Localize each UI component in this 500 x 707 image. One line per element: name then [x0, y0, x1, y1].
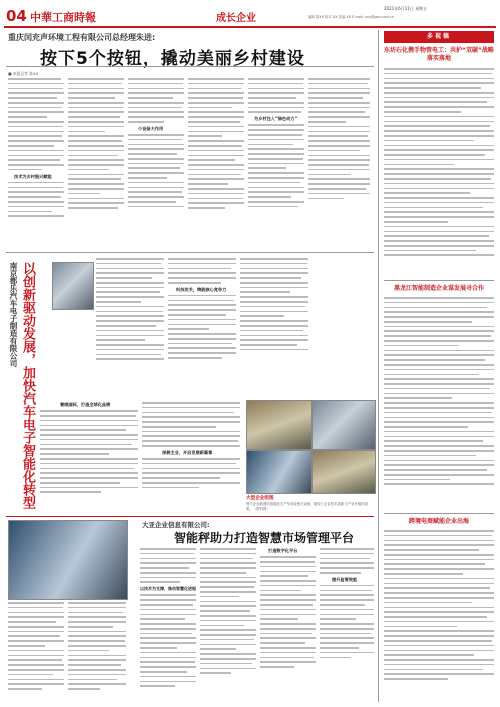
sidebar-label: 多视稿 [384, 31, 494, 43]
photo-collage-2 [312, 400, 376, 450]
main-byline: ■ 本报记者 陈XX [8, 71, 39, 76]
vert-subhead-1: 科技攻关，铸就核心竞争力 [176, 286, 227, 292]
main-subhead-2: 小设备大作用 [138, 125, 164, 131]
main-col-2 [68, 78, 124, 246]
vertical-title: 以创新驱动发展，加快汽车电子智能化转型 [20, 262, 35, 509]
bottom-subhead-2: 打造数字化平台 [268, 548, 298, 553]
bottom-kicker: 大亚企业信息有限公司: [142, 521, 210, 529]
vert-lower-1 [40, 402, 138, 512]
main-col-6 [308, 78, 370, 246]
page-header [0, 0, 500, 28]
editor-line: 编辑 陈XX 校对 XX 美编 XX E-mail: xxx@gsb.com.cn [308, 15, 394, 19]
bottom-left-col-2 [68, 602, 126, 702]
bottom-subhead-1: 以技术为支撑，推动智慧化进程 [140, 586, 196, 592]
main-col-1 [8, 78, 64, 246]
vert-col-2 [168, 258, 236, 398]
photo-collage-3 [246, 450, 312, 494]
section-title: 成长企业 [216, 13, 256, 24]
sidebar-article-2-title: 黑龙江智能制造企业谋发展寻合作 [393, 285, 484, 292]
sidebar-article-1-body [384, 68, 494, 276]
sidebar-divider [378, 30, 379, 702]
vert-lower-2 [142, 402, 240, 512]
main-headline: 按下5个按钮，撬动美丽乡村建设 [40, 49, 305, 69]
main-subhead-1: 技术为乡村振兴赋能 [14, 173, 52, 179]
bottom-headline: 智能秤助力打造智慧市场管理平台 [174, 531, 355, 545]
page-number: 04 [6, 7, 27, 25]
vert-subhead-3: 深耕主业，开启发展新篇章 [162, 449, 213, 455]
bottom-col-3 [260, 548, 316, 702]
photo-caption-text: 图为企业新建的智能化生产车间及相关设备，展现了企业技术创新与产业升级的成果。（资料图） [246, 502, 369, 511]
sidebar-rule-2 [384, 513, 494, 514]
main-kicker: 重庆闰充声环境工程有限公司总经理朱进: [8, 33, 156, 42]
vert-subhead-2: 着眼国际，打造全球化品牌 [60, 402, 111, 407]
paper-name: 中華工商時報 [30, 11, 96, 24]
bottom-photo [8, 520, 128, 600]
header-rule [4, 26, 496, 28]
bottom-col-2 [200, 548, 256, 702]
photo-collage-4 [312, 450, 376, 494]
main-col-4 [188, 78, 244, 246]
vertical-article-rule [6, 252, 374, 253]
sidebar-article-1-title: 东坊石化携手物管电工：共护“双碳”战略落实落地 [384, 47, 494, 62]
vert-col-3 [240, 258, 308, 398]
sidebar-article-3-body [384, 530, 494, 702]
portrait-photo [52, 262, 94, 310]
bottom-col-4 [320, 548, 374, 702]
sidebar-rule-1 [384, 280, 494, 281]
bottom-subhead-3: 提升监管效能 [332, 576, 358, 582]
photo-collage-1 [246, 400, 312, 450]
photo-caption-title: 大型企业组图 [246, 496, 274, 501]
bottom-left-col-1 [8, 602, 64, 702]
main-subhead-3: 为乡村注入“绿色动力” [254, 116, 298, 122]
bottom-col-1 [140, 548, 196, 702]
main-col-3 [128, 78, 184, 246]
vertical-company: 南京都乐汽车电子制造有限公司 [9, 262, 18, 367]
main-col-5 [248, 78, 304, 246]
headline-rule [6, 66, 374, 67]
sidebar-article-3-title: 跨境电商赋能企业出海 [408, 518, 469, 525]
bottom-article-rule [6, 516, 374, 517]
date-line: 2021年6月11日 星期五 [384, 6, 428, 11]
vert-col-1 [96, 258, 164, 398]
sidebar-article-2-body [384, 297, 494, 509]
